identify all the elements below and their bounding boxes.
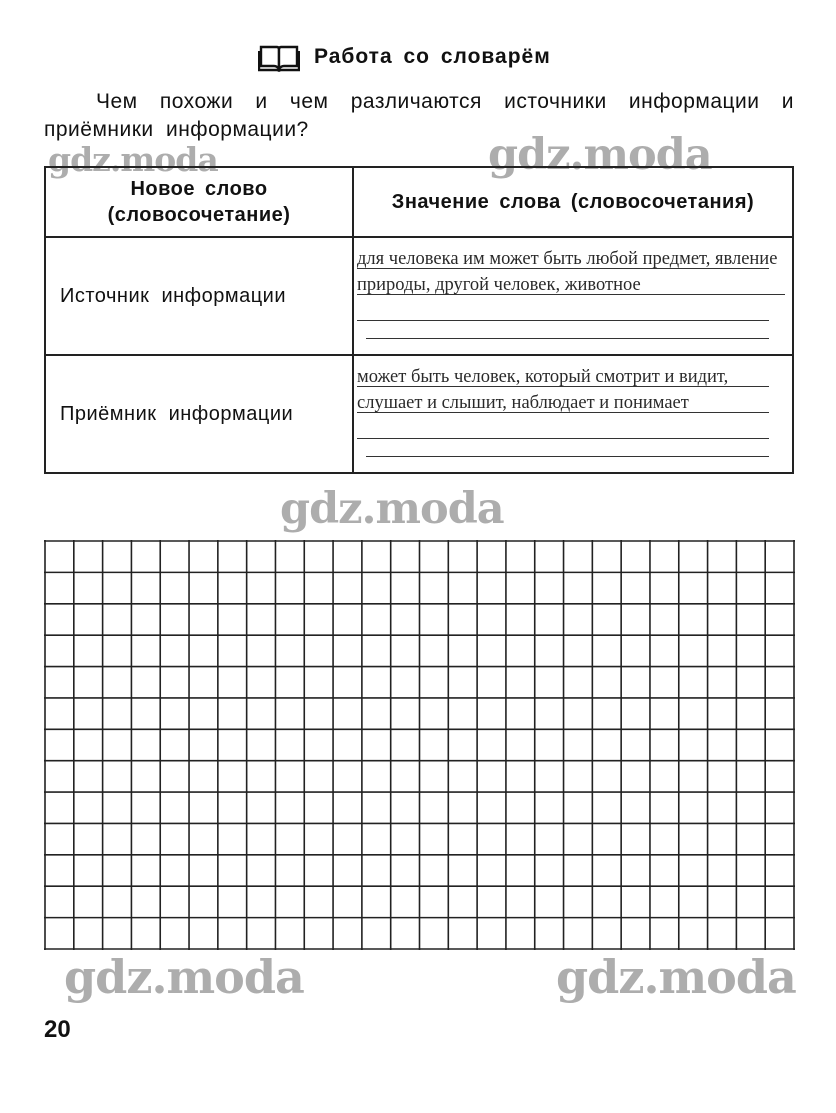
watermark: gdz.moda [280, 484, 504, 534]
watermark: gdz.moda [48, 140, 218, 179]
section-heading [258, 40, 551, 74]
task-question: Чем похожи и чем различаются источники информации и приёмники информации? [44, 90, 794, 141]
book-icon [258, 42, 300, 72]
meaning-cell [353, 237, 793, 355]
term-cell: Источник информации [45, 237, 353, 355]
watermark: gdz.moda [64, 950, 304, 1004]
squared-grid[interactable] [44, 540, 795, 950]
watermark: gdz.moda [488, 130, 712, 180]
dictionary-table [44, 166, 794, 474]
handwritten-answer[interactable]: для человека им может быть любой предмет, явление природы, другой человек, животное [357, 249, 778, 295]
page-number: 20 [44, 1016, 71, 1043]
meaning-cell [353, 355, 793, 473]
section-title: Работа со словарём [314, 45, 551, 68]
header-meaning: Значение слова (словосочетания) [353, 167, 793, 237]
term-cell: Приёмник информации [45, 355, 353, 473]
watermark: gdz.moda [556, 950, 796, 1004]
table-row [45, 237, 793, 355]
handwritten-answer[interactable]: может быть человек, который смотрит и видит, слушает и слышит, наблюдает и понимает [357, 367, 729, 413]
header-new-word: Новое слово (словосочетание) [45, 167, 353, 237]
grid-lines [44, 540, 795, 950]
table-header-row [45, 167, 793, 237]
table-row [45, 355, 793, 473]
